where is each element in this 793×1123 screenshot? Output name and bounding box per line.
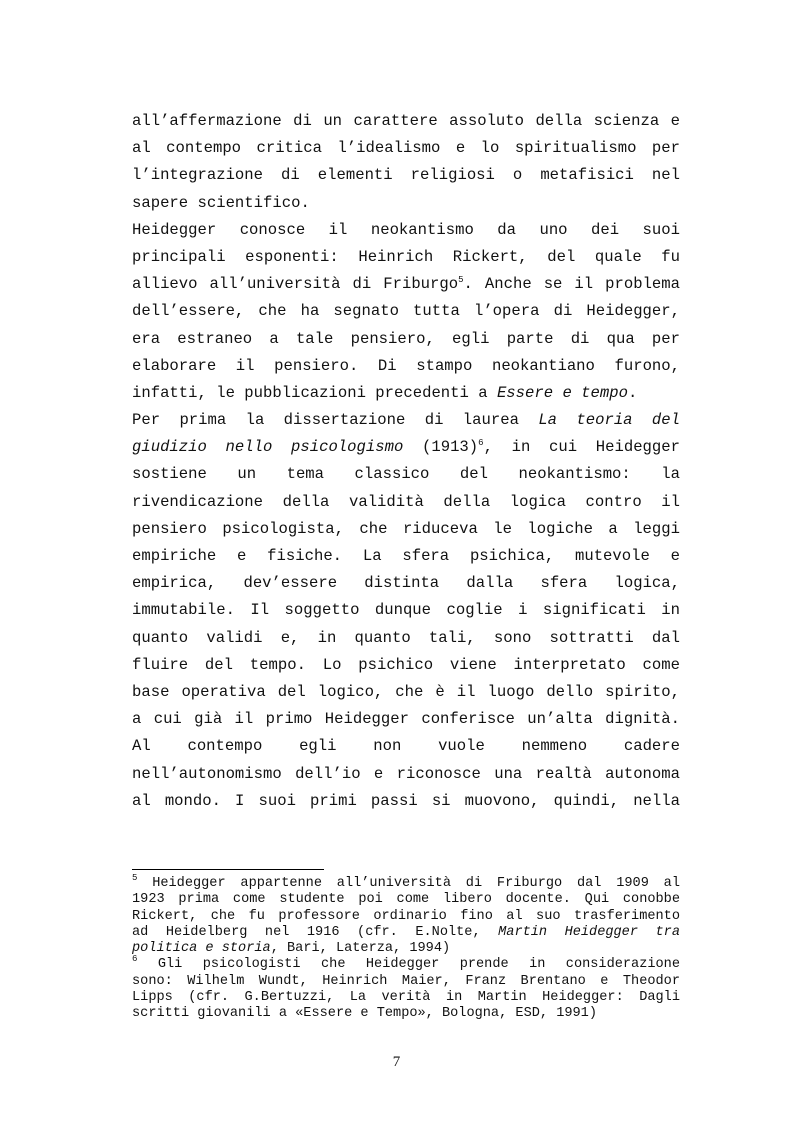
body-line bbox=[132, 162, 680, 189]
text-run: elaborare il pensiero. Di stampo neokantiano furono, bbox=[132, 356, 680, 375]
text-run: l’integrazione di elementi religiosi o metafisici nel bbox=[132, 166, 680, 185]
text-run: Rickert, che fu professore ordinario fino al suo trasferimento bbox=[132, 908, 680, 924]
text-run: rivendicazione della validità della logica contro il bbox=[132, 492, 680, 511]
body-line bbox=[132, 761, 680, 788]
footnote-separator bbox=[132, 869, 324, 870]
text-run: . Anche se il problema bbox=[463, 275, 681, 294]
text-run: Al contempo egli non vuole nemmeno cadere bbox=[132, 737, 680, 756]
text-run: al contempo critica l’idealismo e lo spiritualismo per bbox=[132, 139, 680, 158]
body-line bbox=[132, 190, 680, 217]
body-line bbox=[132, 244, 680, 271]
text-run: dell’essere, che ha segnato tutta l’opera di Heidegger, bbox=[132, 302, 680, 321]
text-run: 1923 prima come studente poi come libero docente. Qui conobbe bbox=[132, 892, 680, 908]
body-line bbox=[132, 298, 680, 325]
text-run: allievo all’università di Friburgo bbox=[132, 275, 459, 294]
text-run: Lipps (cfr. G.Bertuzzi, La verità in Martin Heidegger: Dagli bbox=[132, 990, 680, 1006]
body-line bbox=[132, 652, 680, 679]
footnote-line bbox=[132, 925, 680, 941]
text-run: sostiene un tema classico del neokantismo: la bbox=[132, 465, 680, 484]
italic-title: Essere e tempo bbox=[496, 383, 628, 402]
body-line bbox=[132, 788, 680, 815]
text-run: base operativa del logico, che è il luogo dello spirito, bbox=[132, 682, 680, 701]
text-run: (1913) bbox=[403, 438, 479, 457]
text-run: , in cui Heidegger bbox=[483, 438, 680, 457]
text-run: pensiero psicologista, che riduceva le logiche a leggi bbox=[132, 519, 680, 538]
footnote-line bbox=[132, 909, 680, 925]
italic-title: La teoria del bbox=[538, 411, 680, 430]
footnote-line bbox=[132, 892, 680, 908]
footnote-line bbox=[132, 954, 680, 973]
text-run: scritti giovanili a «Essere e Tempo», Bologna, ESD, 1991) bbox=[132, 1006, 597, 1022]
footnote-line bbox=[132, 1006, 680, 1022]
text-run: sapere scientifico. bbox=[132, 193, 310, 212]
text-run: , Bari, Laterza, 1994) bbox=[270, 941, 451, 957]
footnote-line bbox=[132, 941, 680, 957]
text-run: empiriche e fisiche. La sfera psichica, mutevole e bbox=[132, 547, 680, 565]
text-run: ad Heidelberg nel 1916 (cfr. E.Nolte, bbox=[132, 924, 499, 940]
body-line bbox=[132, 135, 680, 162]
footnotes bbox=[132, 873, 680, 1023]
footnote-marker: 6 bbox=[132, 954, 138, 965]
text-run: sono: Wilhelm Wundt, Heinrich Maier, Franz Brentano e Theodor bbox=[132, 973, 680, 989]
text-run: quanto validi e, in quanto tali, sono sottratti dal bbox=[132, 628, 680, 647]
text-run: Gli psicologisti che Heidegger prende in considerazione bbox=[137, 957, 680, 973]
body-line bbox=[132, 353, 680, 380]
text-run: immutabile. Il soggetto dunque coglie i significati in bbox=[132, 601, 680, 620]
italic-title: Martin Heidegger tra bbox=[498, 924, 680, 940]
text-run: Heidegger appartenne all’università di Friburgo dal 1909 al bbox=[137, 876, 680, 891]
body-line bbox=[132, 733, 680, 760]
body-line bbox=[132, 570, 680, 597]
text-run: infatti, le pubblicazioni precedenti a bbox=[132, 383, 497, 402]
text-run: fluire del tempo. Lo psichico viene interpretato come bbox=[132, 655, 680, 674]
text-run: era estraneo a tale pensiero, egli parte di qua per bbox=[132, 329, 680, 348]
text-run: principali esponenti: Heinrich Rickert, del quale fu bbox=[132, 247, 680, 266]
body-line bbox=[132, 706, 680, 733]
text-run: Per prima la dissertazione di laurea bbox=[132, 411, 539, 430]
body-line bbox=[132, 380, 680, 407]
text-run: nell’autonomismo dell’io e riconosce una realtà autonoma bbox=[132, 764, 680, 783]
body-text bbox=[132, 108, 680, 815]
body-line bbox=[132, 543, 680, 570]
text-run: . bbox=[627, 383, 638, 402]
body-line bbox=[132, 271, 680, 298]
text-run: a cui già il primo Heidegger conferisce un’alta dignità. bbox=[132, 710, 680, 729]
italic-title: politica e storia bbox=[132, 941, 271, 957]
body-line bbox=[132, 434, 680, 461]
footnote-ref: 5 bbox=[458, 275, 464, 286]
footnote-line bbox=[132, 873, 680, 892]
page-number: 7 bbox=[392, 1054, 401, 1070]
body-line bbox=[132, 489, 680, 516]
footnote-marker: 5 bbox=[132, 873, 138, 883]
body-line bbox=[132, 407, 680, 434]
footnote-line bbox=[132, 974, 680, 990]
body-line bbox=[132, 326, 680, 353]
body-line bbox=[132, 461, 680, 488]
text-run: al mondo. I suoi primi passi si muovono, quindi, nella bbox=[132, 791, 680, 810]
text-run: all’affermazione di un carattere assoluto della scienza e bbox=[132, 112, 680, 130]
body-line bbox=[132, 597, 680, 624]
footnote-line bbox=[132, 990, 680, 1006]
text-run: empirica, dev’essere distinta dalla sfera logica, bbox=[132, 574, 680, 593]
body-line bbox=[132, 108, 680, 135]
body-line bbox=[132, 516, 680, 543]
body-line bbox=[132, 625, 680, 652]
text-run: Heidegger conosce il neokantismo da uno dei suoi bbox=[132, 220, 680, 239]
body-line bbox=[132, 679, 680, 706]
footnote-ref: 6 bbox=[478, 438, 484, 449]
body-line bbox=[132, 217, 680, 244]
italic-title: giudizio nello psicologismo bbox=[132, 438, 404, 457]
